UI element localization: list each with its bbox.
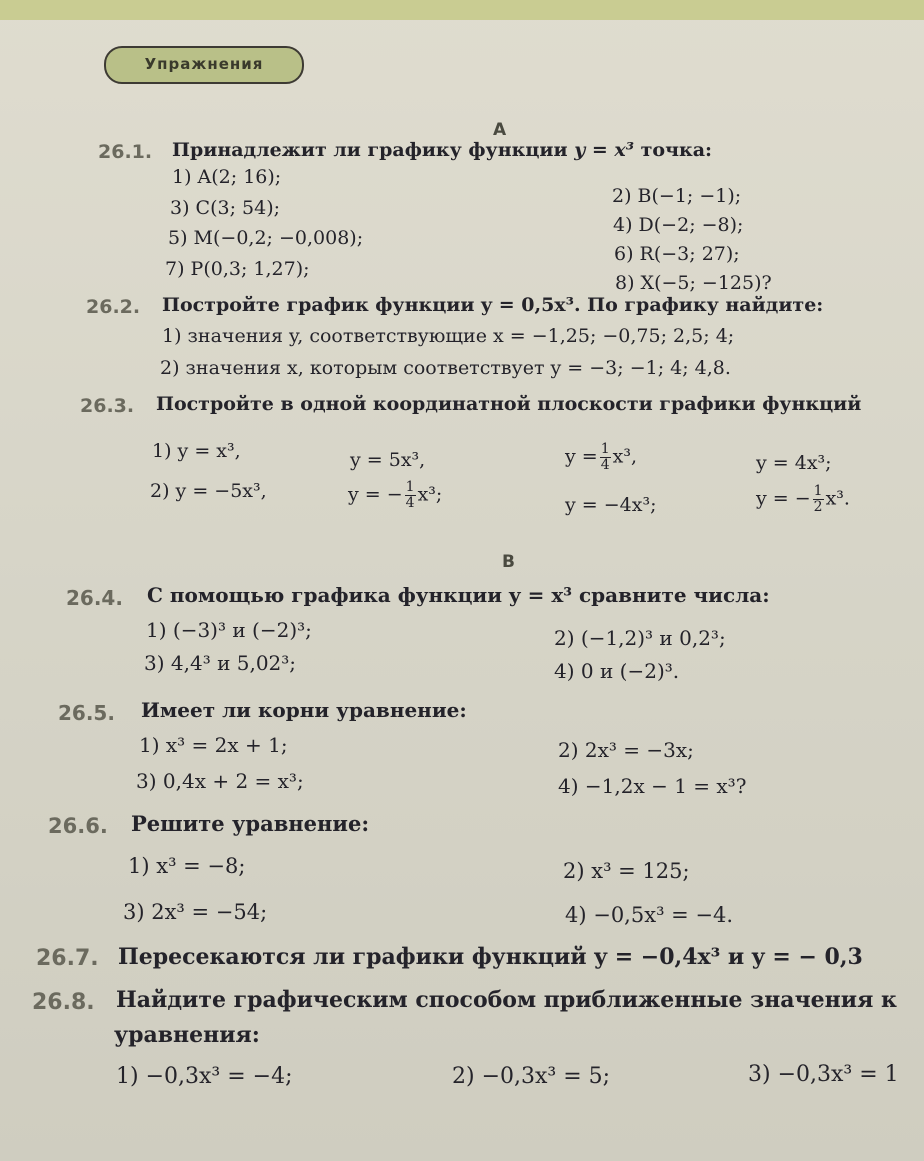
- list-item: 4) −1,2x − 1 = x³?: [558, 774, 747, 798]
- list-item: 3) −0,3x³ = 1: [748, 1062, 899, 1087]
- function-item: 2) y = −5x³,: [150, 480, 267, 502]
- exercises-badge: Упражнения: [104, 46, 304, 84]
- list-item: 2) B(−1; −1);: [612, 185, 742, 207]
- exercise-title: Пересекаются ли графики функций y = −0,4x³ и y = − 0,3: [118, 944, 863, 970]
- list-item: 3) 4,4³ и 5,02³;: [144, 651, 297, 675]
- exercise-number: 26.7.: [36, 946, 99, 971]
- list-item: 2) x³ = 125;: [563, 859, 690, 883]
- function-item: y = −4x³;: [565, 494, 657, 516]
- exercise-number: 26.2.: [86, 296, 141, 318]
- exercise-title: Решите уравнение:: [131, 811, 370, 836]
- list-item: 6) R(−3; 27);: [614, 243, 740, 265]
- function-item: y = − $\frac{1}{4}$ x³;: [348, 479, 443, 511]
- function-item: y = $\frac{1}{4}$ x³,: [565, 441, 637, 473]
- list-item: 1) x³ = −8;: [128, 854, 246, 878]
- exercise-title: Найдите графическим способом приближенные значения к: [116, 987, 897, 1013]
- exercise-number: 26.5.: [58, 701, 115, 725]
- list-item: 1) −0,3x³ = −4;: [116, 1064, 293, 1089]
- list-item: 3) C(3; 54);: [170, 197, 281, 219]
- list-item: 4) D(−2; −8);: [613, 214, 744, 236]
- list-item: 1) x³ = 2x + 1;: [139, 733, 288, 757]
- exercise-number: 26.3.: [80, 395, 135, 417]
- function-item: y = 4x³;: [756, 452, 832, 474]
- function-item: 1) y = x³,: [152, 440, 241, 462]
- list-item: 1) значения y, соответствующие x = −1,25; −0,75; 2,5; 4;: [162, 325, 735, 347]
- list-item: 2) (−1,2)³ и 0,2³;: [554, 626, 726, 650]
- section-b-label: В: [502, 552, 515, 572]
- exercise-title: Имеет ли корни уравнение:: [141, 698, 467, 722]
- list-item: 3) 2x³ = −54;: [123, 900, 268, 924]
- exercise-title: Постройте график функции y = 0,5x³. По графику найдите:: [162, 294, 824, 316]
- list-item: 7) P(0,3; 1,27);: [165, 258, 310, 280]
- list-item: 4) −0,5x³ = −4.: [565, 903, 734, 927]
- exercise-title: С помощью графика функции y = x³ сравните числа:: [147, 583, 770, 607]
- list-item: 1) A(2; 16);: [172, 166, 282, 188]
- section-a-label: А: [493, 120, 507, 140]
- exercise-title: Принадлежит ли графику функции y = x³ точка:: [172, 139, 713, 161]
- list-item: 2) значения x, которым соответствует y = −3; −1; 4; 4,8.: [160, 357, 731, 379]
- list-item: 5) M(−0,2; −0,008);: [168, 227, 364, 249]
- list-item: 4) 0 и (−2)³.: [554, 659, 680, 683]
- list-item: 2) 2x³ = −3x;: [558, 738, 694, 762]
- exercise-number: 26.1.: [98, 141, 153, 163]
- list-item: 1) (−3)³ и (−2)³;: [146, 618, 312, 642]
- function-item: y = − $\frac{1}{2}$ x³.: [756, 483, 850, 515]
- exercise-number: 26.6.: [48, 814, 108, 838]
- list-item: 3) 0,4x + 2 = x³;: [136, 769, 304, 793]
- exercise-title: Постройте в одной координатной плоскости графики функций: [156, 393, 862, 415]
- function-item: y = 5x³,: [350, 449, 426, 471]
- exercise-title-continued: уравнения:: [114, 1022, 260, 1048]
- exercise-number: 26.4.: [66, 586, 123, 610]
- list-item: 8) X(−5; −125)?: [615, 272, 772, 294]
- list-item: 2) −0,3x³ = 5;: [452, 1064, 611, 1089]
- top-color-band: [0, 0, 924, 20]
- exercise-number: 26.8.: [32, 990, 95, 1015]
